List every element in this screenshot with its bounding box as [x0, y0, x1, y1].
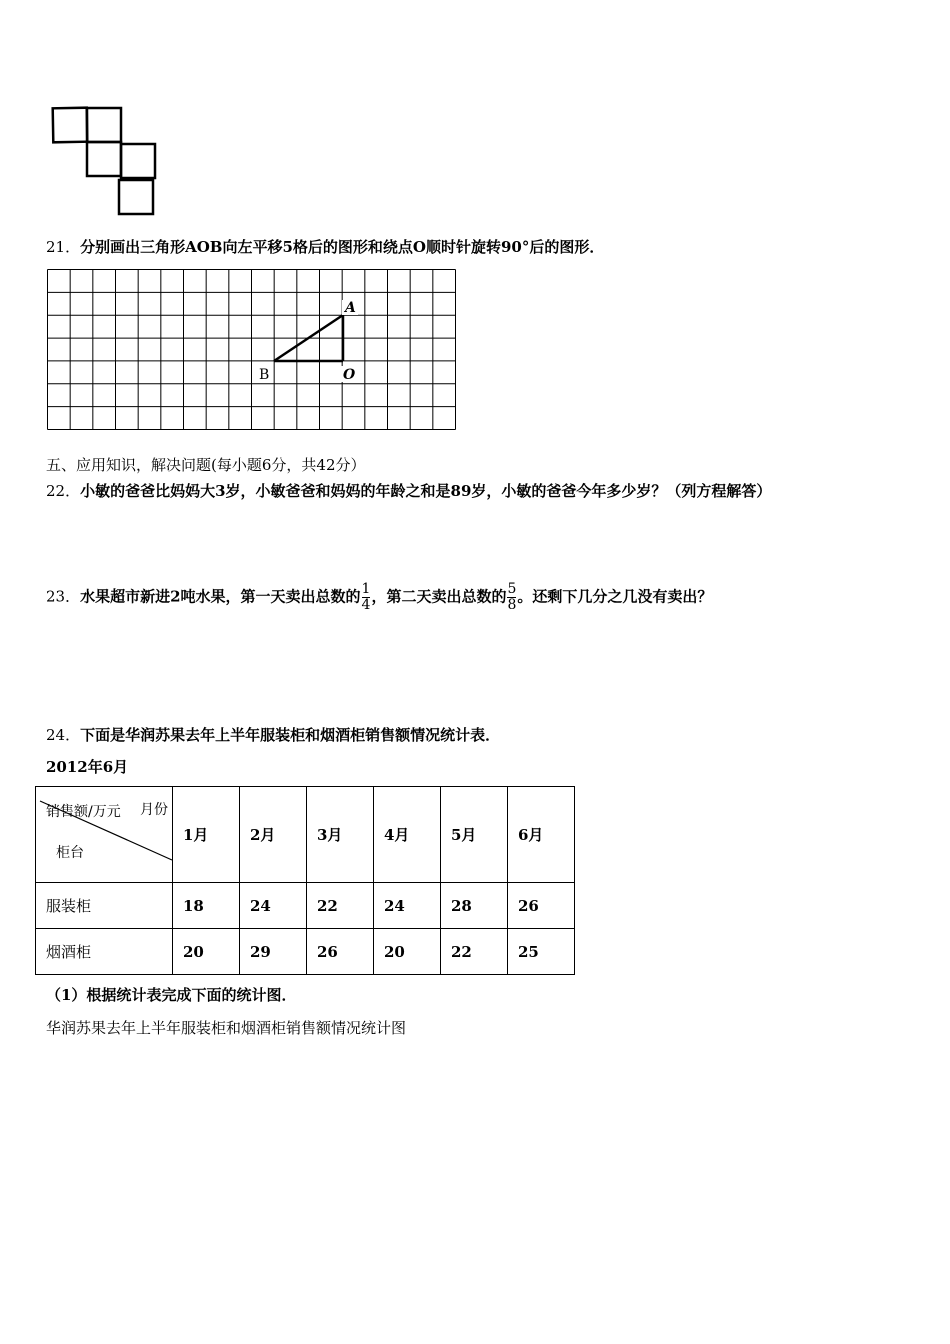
- point-b-label: B: [259, 367, 270, 383]
- table-cell: 18: [173, 883, 240, 929]
- month-header: 4月: [374, 787, 441, 883]
- table-cell: 25: [508, 929, 575, 975]
- table-corner-cell: [36, 787, 173, 883]
- row-label: 烟酒柜: [36, 929, 173, 975]
- question-number: 21．: [46, 238, 81, 256]
- month-header: 6月: [508, 787, 575, 883]
- question-22: [46, 480, 771, 501]
- cube-net-figure: [45, 100, 165, 222]
- month-header: 5月: [441, 787, 508, 883]
- question-text-1: 水果超市新进2吨水果，第一天卖出总数的: [80, 587, 361, 606]
- question-text: 小敏的爸爸比妈妈大3岁，小敏爸爸和妈妈的年龄之和是89岁，小敏的爸爸今年多少岁？（列方程解答）: [80, 482, 772, 500]
- section-5-title: 五、应用知识，解决问题(每小题6分，共42分）: [46, 456, 366, 474]
- fraction-five-eighths: [507, 582, 516, 613]
- table-cell: 29: [240, 929, 307, 975]
- table-cell: 26: [307, 929, 374, 975]
- table-cell: 20: [374, 929, 441, 975]
- question-text-2: ，第二天卖出总数的: [371, 587, 507, 606]
- question-23: [46, 582, 712, 613]
- table-row: [36, 883, 575, 929]
- table-cell: 28: [441, 883, 508, 929]
- question-text: 分别画出三角形AOB向左平移5格后的图形和绕点O顺时针旋转90°后的图形．: [80, 238, 605, 256]
- subquestion-1: （1）根据统计表完成下面的统计图．: [46, 986, 297, 1004]
- table-cell: 22: [307, 883, 374, 929]
- table-row: [36, 929, 575, 975]
- corner-sales-label: 销售额/万元: [46, 804, 121, 820]
- question-text-3: 。还剩下几分之几没有卖出？: [517, 587, 713, 606]
- table-cell: 24: [240, 883, 307, 929]
- question-number: 22．: [46, 482, 81, 500]
- question-number: 24．: [46, 726, 81, 744]
- numerator: 5: [507, 581, 517, 597]
- question-21: [46, 236, 604, 257]
- chart-title: 华润苏果去年上半年服装柜和烟酒柜销售额情况统计图: [46, 1019, 407, 1037]
- denominator: 8: [507, 597, 517, 613]
- table-cell: 22: [441, 929, 508, 975]
- question-number: 23．: [46, 587, 81, 606]
- denominator: 4: [361, 597, 371, 613]
- row-label: 服装柜: [36, 883, 173, 929]
- corner-counter-label: 柜台: [56, 845, 84, 861]
- fraction-one-quarter: [362, 582, 371, 613]
- table-cell: 26: [508, 883, 575, 929]
- corner-month-label: 月份: [140, 802, 168, 818]
- month-header: 3月: [307, 787, 374, 883]
- month-header: 1月: [173, 787, 240, 883]
- point-a-label: A: [345, 300, 356, 316]
- grid-figure: [46, 268, 458, 432]
- point-o-label: O: [343, 367, 356, 383]
- question-text: 下面是华润苏果去年上半年服装柜和烟酒柜销售额情况统计表．: [80, 726, 501, 744]
- table-cell: 20: [173, 929, 240, 975]
- month-header: 2月: [240, 787, 307, 883]
- question-24: [46, 724, 500, 745]
- table-date: 2012年6月: [46, 758, 129, 776]
- sales-table: [35, 786, 575, 975]
- table-cell: 24: [374, 883, 441, 929]
- numerator: 1: [361, 581, 371, 597]
